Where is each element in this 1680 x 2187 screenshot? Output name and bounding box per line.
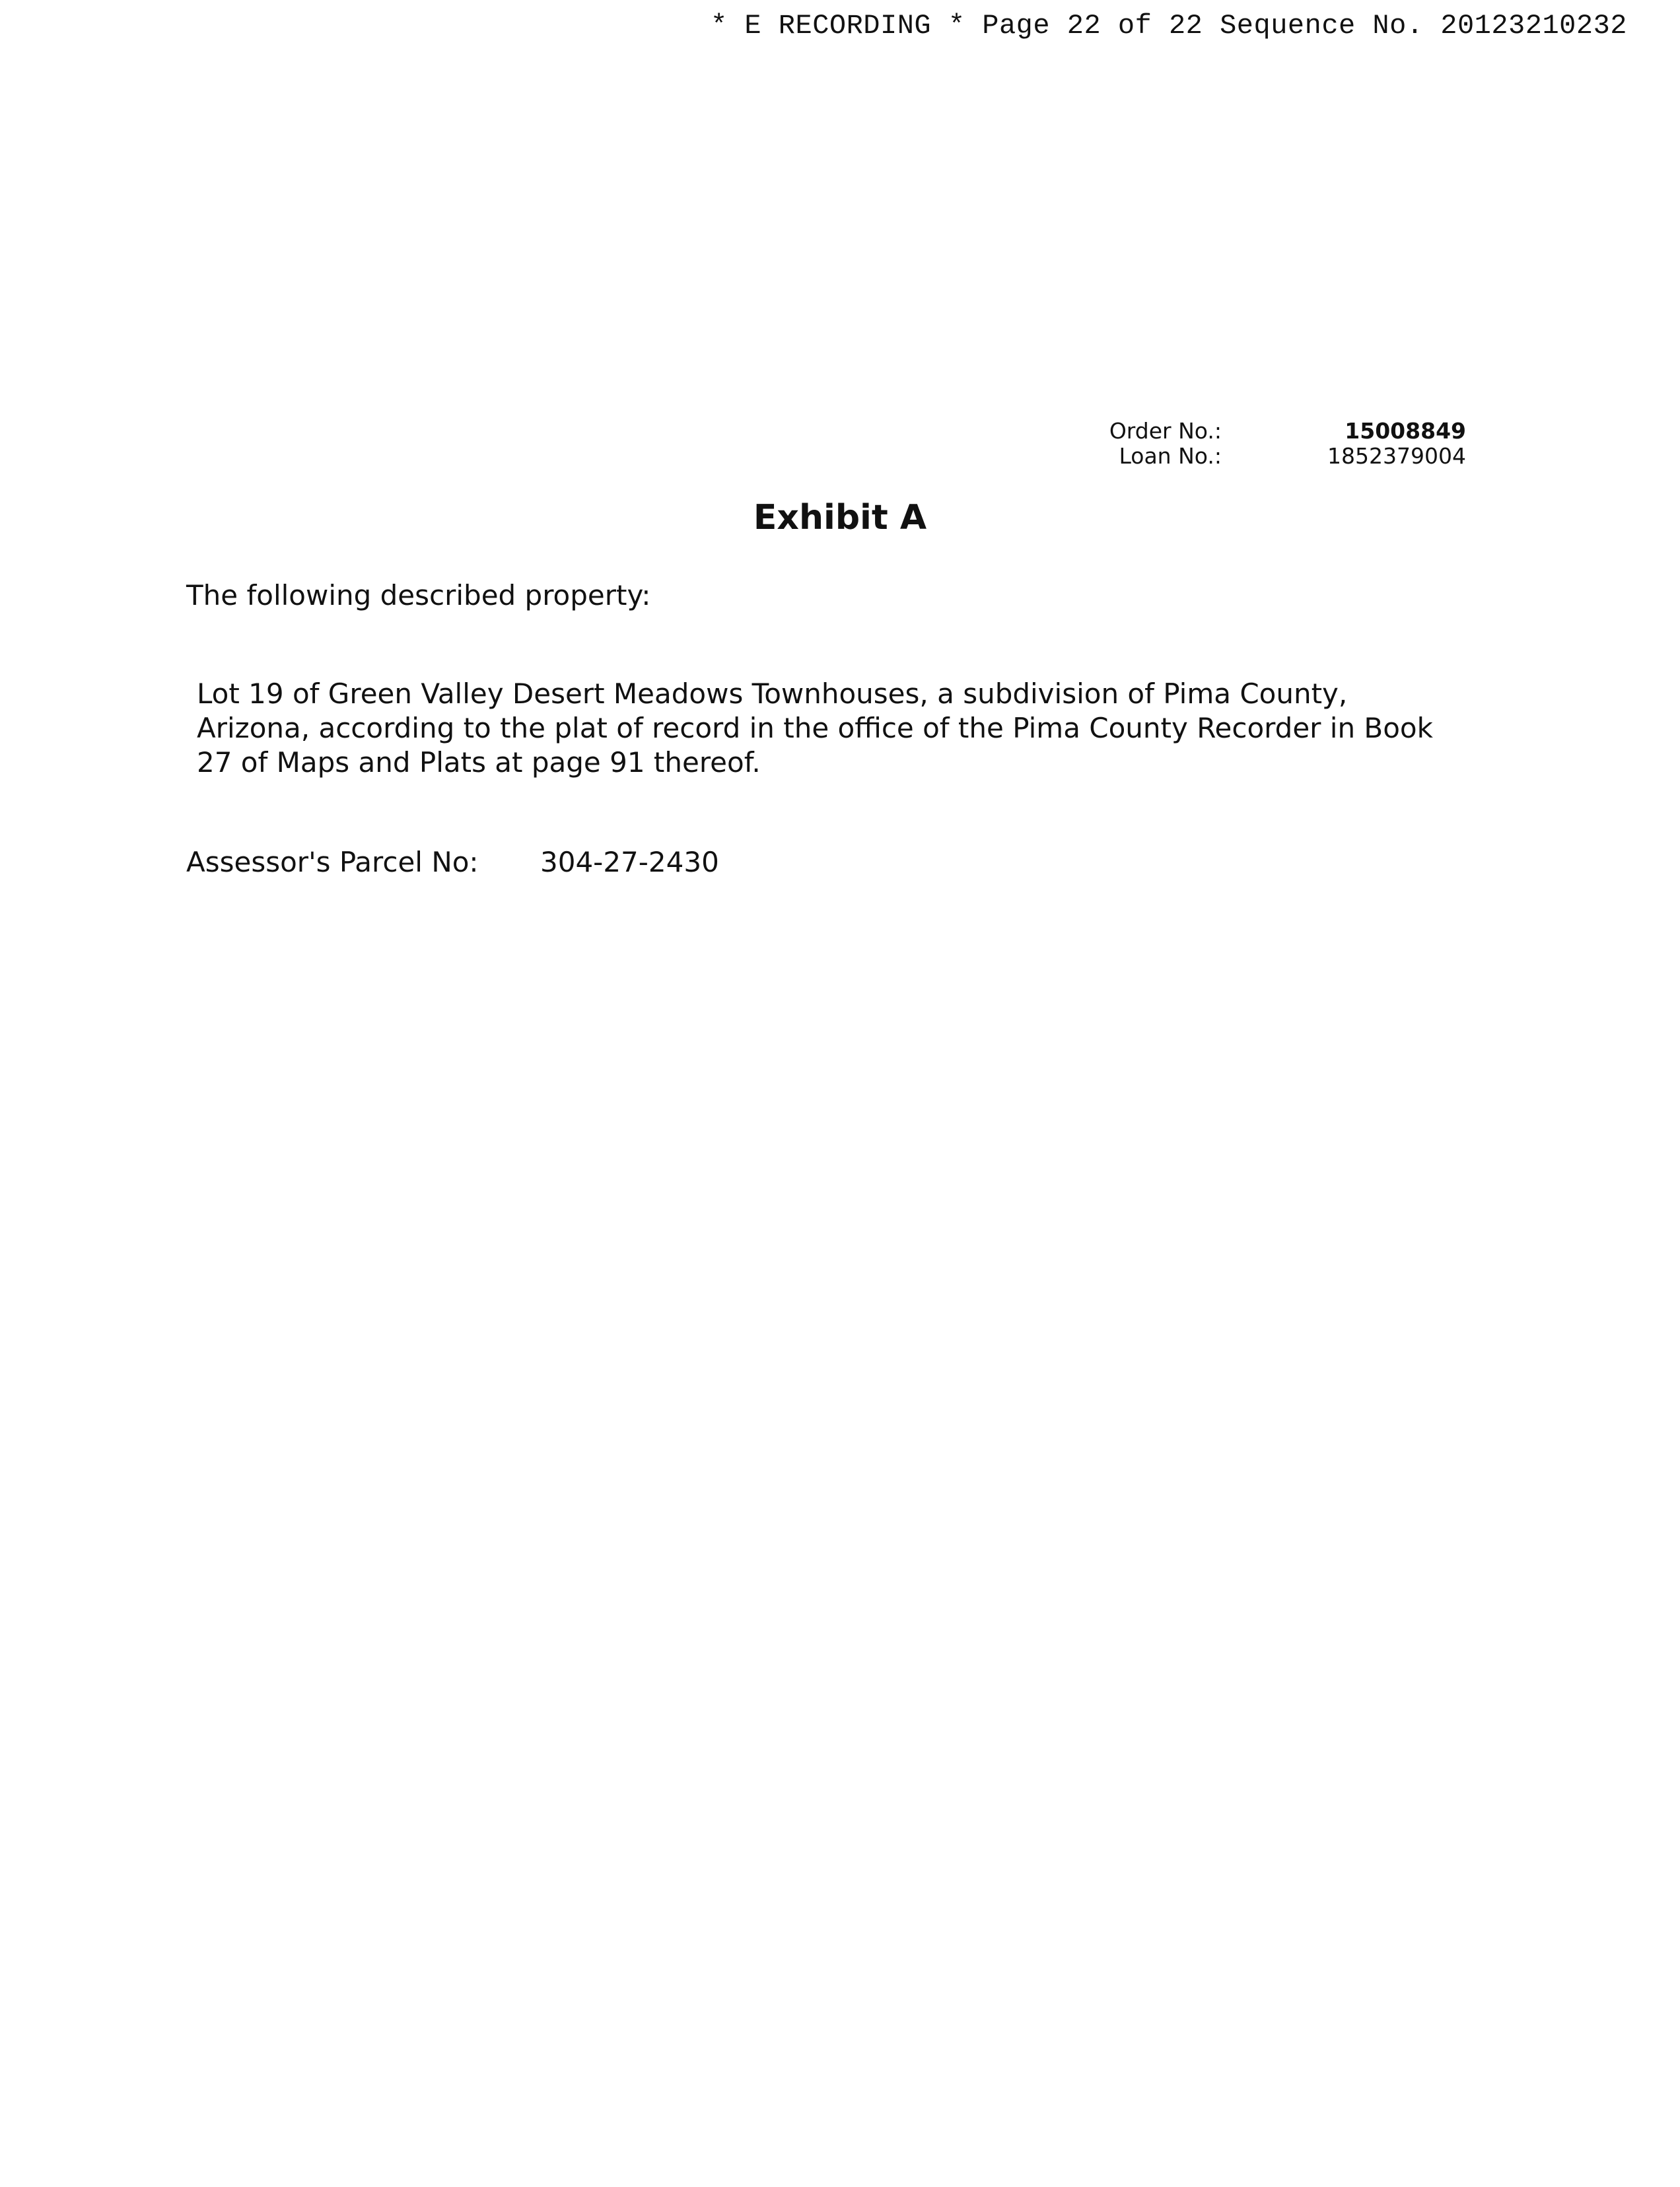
order-number-row <box>1030 419 1466 444</box>
intro-text: The following described property: <box>186 579 651 611</box>
recording-header: * E RECORDING * Page 22 of 22 Sequence No. 20123210232 <box>710 10 1627 42</box>
legal-description: Lot 19 of Green Valley Desert Meadows Townhouses, a subdivision of Pima County, Arizona, according to the plat of record in the office of the Pima County Recorder in Book 27 of Maps and Plats at page 91 thereof. <box>197 677 1433 779</box>
loan-number-row <box>1030 444 1466 469</box>
parcel-number-label: Assessor's Parcel No: <box>186 846 479 878</box>
exhibit-title: Exhibit A <box>753 498 927 538</box>
order-number-value: 15008849 <box>1345 418 1466 444</box>
parcel-number-row <box>186 845 719 880</box>
loan-number-value: 1852379004 <box>1327 443 1466 469</box>
loan-number-label: Loan No.: <box>1119 443 1222 469</box>
reference-block <box>1030 419 1466 469</box>
parcel-number-value: 304-27-2430 <box>540 846 719 878</box>
order-number-label: Order No.: <box>1109 418 1222 444</box>
